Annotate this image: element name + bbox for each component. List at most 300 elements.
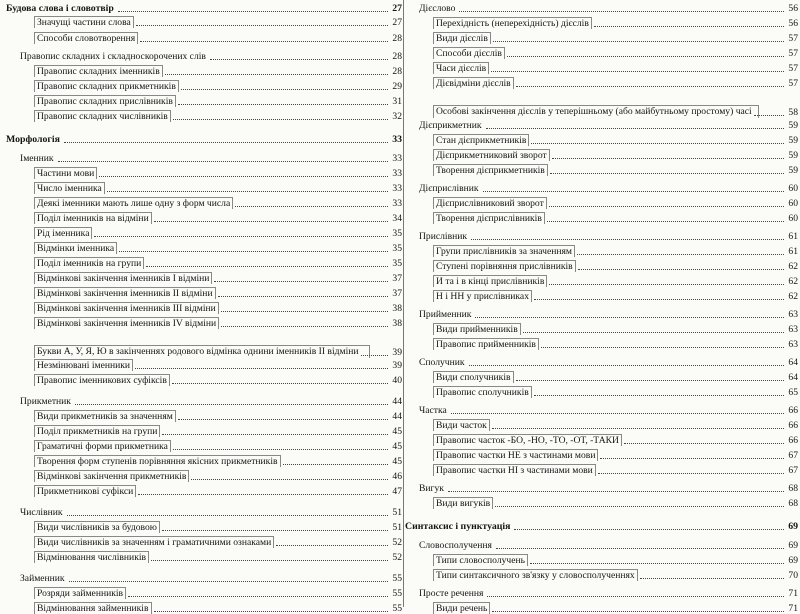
toc-page-number: 38 xyxy=(392,318,402,329)
dot-leader xyxy=(491,71,784,72)
toc-entry-title: Правопис частки НІ з частинами мови xyxy=(433,464,596,476)
dot-leader xyxy=(118,11,388,12)
dot-leader xyxy=(138,494,388,495)
toc-entry-title: Дієприкметниковий зворот xyxy=(433,149,550,161)
toc-entry xyxy=(405,387,798,398)
dot-leader xyxy=(530,563,784,564)
dot-leader xyxy=(547,221,785,222)
toc-entry-title: Числівник xyxy=(20,507,63,518)
toc-subsection xyxy=(405,309,798,320)
dot-leader xyxy=(640,578,785,579)
dot-leader xyxy=(451,413,785,414)
toc-entry-title: Будова слова і словотвір xyxy=(6,3,114,14)
toc-entry-title: Види прикметників за значенням xyxy=(34,410,176,422)
toc-page-number: 71 xyxy=(788,588,798,599)
toc-page-number: 67 xyxy=(788,450,798,461)
toc-entry xyxy=(405,372,798,383)
toc-left-column xyxy=(6,0,402,614)
toc-page-number: 59 xyxy=(788,135,798,146)
toc-page-number: 57 xyxy=(788,63,798,74)
toc-entry-title: Вигук xyxy=(419,483,444,494)
toc-entry-title: Правопис прийменників xyxy=(433,338,539,350)
dot-leader xyxy=(218,296,389,297)
dot-leader xyxy=(495,506,784,507)
toc-page-number: 33 xyxy=(392,168,402,179)
toc-entry-title: Відмінкові закінчення іменників IV відміни xyxy=(34,317,219,329)
toc-page-number: 52 xyxy=(392,537,402,548)
toc-entry-title: Дієприкметник xyxy=(419,120,482,131)
dot-leader xyxy=(136,25,389,26)
dot-leader xyxy=(552,158,785,159)
dot-leader xyxy=(221,326,388,327)
toc-entry-title: Творення форм ступенів порівняння якісних прикметників xyxy=(34,455,281,467)
dot-leader xyxy=(162,434,388,435)
toc-entry-title: Займенник xyxy=(20,573,65,584)
toc-entry-title: Правопис частки НЕ з частинами мови xyxy=(433,449,598,461)
toc-entry-title: Групи прислівників за значенням xyxy=(433,245,575,257)
toc-entry-title: Правопис іменникових суфіксів xyxy=(34,374,170,386)
toc-entry xyxy=(6,537,402,548)
toc-entry-title: Правопис складних і складноскорочених слів xyxy=(20,51,206,62)
toc-page-number: 71 xyxy=(788,603,798,614)
toc-page-number: 68 xyxy=(788,498,798,509)
toc-page-number: 33 xyxy=(392,198,402,209)
toc-page-number: 66 xyxy=(788,405,798,416)
toc-subsection xyxy=(405,120,798,131)
dot-leader xyxy=(578,269,785,270)
toc-page-number: 28 xyxy=(392,66,402,77)
toc-entry xyxy=(405,18,798,29)
toc-entry-title: Відмінкові закінчення іменників І відміни xyxy=(34,272,212,284)
toc-page-number: 39 xyxy=(392,360,402,371)
toc-entry-title: Відмінювання числівників xyxy=(34,551,149,563)
dot-leader xyxy=(64,142,388,143)
toc-page-number: 66 xyxy=(788,420,798,431)
toc-entry xyxy=(6,258,402,269)
dot-leader xyxy=(58,161,389,162)
toc-entry-title: Правопис сполучників xyxy=(433,386,532,398)
toc-entry-title: Дієприслівниковий зворот xyxy=(433,197,547,209)
dot-leader xyxy=(448,491,784,492)
dot-leader xyxy=(471,239,784,240)
toc-entry xyxy=(405,276,798,287)
dot-leader xyxy=(283,464,389,465)
toc-entry-title: Правопис складних прислівників xyxy=(34,95,176,107)
toc-entry-title: Прикметник xyxy=(20,396,71,407)
toc-entry-title: И та і в кінці прислівників xyxy=(433,275,547,287)
dot-leader xyxy=(492,611,784,612)
dot-leader xyxy=(493,41,785,42)
toc-entry-title: Граматичні форми прикметника xyxy=(34,440,171,452)
dot-leader xyxy=(514,529,784,530)
dot-leader xyxy=(235,206,388,207)
toc-page-number: 28 xyxy=(392,51,402,62)
toc-entry-title: Типи словосполучень xyxy=(433,554,528,566)
dot-leader xyxy=(624,443,784,444)
toc-page-number: 38 xyxy=(392,303,402,314)
dot-leader xyxy=(69,581,389,582)
dot-leader xyxy=(67,515,389,516)
toc-page-number: 29 xyxy=(392,81,402,92)
toc-entry xyxy=(405,63,798,74)
dot-leader xyxy=(165,74,389,75)
toc-page-number: 27 xyxy=(392,17,402,28)
toc-entry-title: Відмінкові закінчення прикметників xyxy=(34,470,189,482)
toc-entry-title: Рід іменника xyxy=(34,227,92,239)
toc-entry-title: Часи дієслів xyxy=(433,62,489,74)
toc-page-number: 55 xyxy=(392,588,402,599)
toc-entry xyxy=(405,261,798,272)
toc-entry xyxy=(6,168,402,179)
toc-entry xyxy=(6,411,402,422)
toc-page-number: 66 xyxy=(788,435,798,446)
toc-section xyxy=(6,134,402,145)
toc-entry-title: Незмінювані іменники xyxy=(34,359,133,371)
toc-page-number: 64 xyxy=(788,357,798,368)
toc-entry xyxy=(405,246,798,257)
toc-page-number: 45 xyxy=(392,456,402,467)
toc-page-number: 31 xyxy=(392,96,402,107)
toc-page-number: 55 xyxy=(392,603,402,614)
dot-leader xyxy=(486,128,785,129)
toc-entry-title: Частка xyxy=(419,405,447,416)
toc-page-number: 63 xyxy=(788,324,798,335)
toc-subsection xyxy=(405,231,798,242)
toc-subsection xyxy=(6,51,402,62)
toc-entry-title: Поділ іменників на відміни xyxy=(34,212,152,224)
toc-entry xyxy=(6,243,402,254)
column-divider xyxy=(403,0,404,607)
toc-entry xyxy=(6,111,402,122)
toc-page-number: 61 xyxy=(788,246,798,257)
toc-entry xyxy=(6,426,402,437)
dot-leader xyxy=(483,191,785,192)
toc-page-number: 60 xyxy=(788,183,798,194)
toc-entry-title: Способи словотворення xyxy=(34,32,138,44)
toc-entry-title: Дієслово xyxy=(419,3,456,14)
toc-entry-title: Види сполучників xyxy=(433,371,514,383)
toc-entry-title: Правопис складних іменників xyxy=(34,65,163,77)
toc-page-number: 70 xyxy=(788,570,798,581)
toc-page-number: 37 xyxy=(392,288,402,299)
toc-page-number: 39 xyxy=(392,347,402,358)
toc-entry xyxy=(6,603,402,614)
toc-section xyxy=(405,521,798,532)
toc-page-number: 65 xyxy=(788,387,798,398)
dot-leader xyxy=(492,428,785,429)
dot-leader xyxy=(140,41,388,42)
toc-entry xyxy=(6,81,402,92)
toc-entry-title: Букви А, У, Я, Ю в закінченнях родового відмінка однини іменників ІІ відміни xyxy=(34,345,370,358)
toc-subsection xyxy=(405,588,798,599)
dot-leader xyxy=(154,611,389,612)
toc-entry xyxy=(405,291,798,302)
dot-leader xyxy=(361,355,389,356)
toc-page-number: 58 xyxy=(788,107,798,118)
toc-page-number: 33 xyxy=(392,153,402,164)
toc-entry-title: Типи синтаксичного зв'язку у словосполученнях xyxy=(433,569,638,581)
toc-page-number: 69 xyxy=(788,521,798,532)
dot-leader xyxy=(469,365,785,366)
toc-page-number: 68 xyxy=(788,483,798,494)
toc-right-column xyxy=(405,0,798,614)
toc-entry-title: Іменник xyxy=(20,153,54,164)
toc-entry-title: Види числівників за значенням і граматичними ознаками xyxy=(34,536,274,548)
toc-entry-title: Відмінкові закінчення іменників ІІІ відміни xyxy=(34,302,219,314)
toc-entry xyxy=(6,17,402,28)
toc-page-number: 63 xyxy=(788,339,798,350)
toc-entry-title: Деякі іменники мають лише одну з форм числа xyxy=(34,197,233,209)
toc-entry-title: Н і НН у прислівниках xyxy=(433,290,532,302)
dot-leader xyxy=(754,115,785,116)
toc-entry xyxy=(6,318,402,329)
toc-page-number: 32 xyxy=(392,111,402,122)
toc-entry-title: Правопис складних числівників xyxy=(34,110,171,122)
dot-leader xyxy=(162,530,388,531)
toc-subsection xyxy=(405,3,798,14)
toc-entry-title: Поділ іменників на групи xyxy=(34,257,144,269)
toc-entry xyxy=(405,570,798,581)
toc-entry-title: Ступені порівняння прислівників xyxy=(433,260,576,272)
toc-page-number: 52 xyxy=(392,552,402,563)
toc-entry-title: Відмінкові закінчення іменників ІІ відміни xyxy=(34,287,216,299)
toc-entry xyxy=(6,288,402,299)
toc-page-number: 44 xyxy=(392,411,402,422)
dot-leader xyxy=(154,221,389,222)
toc-entry-title: Розряди займенників xyxy=(34,587,126,599)
toc-section xyxy=(6,3,402,14)
toc-entry xyxy=(6,552,402,563)
toc-page-number: 62 xyxy=(788,261,798,272)
dot-leader xyxy=(210,59,388,60)
toc-entry xyxy=(405,33,798,44)
toc-entry-title: Дієвідміни дієслів xyxy=(433,77,514,89)
toc-entry-title: Стан дієприкметників xyxy=(433,134,529,146)
toc-entry xyxy=(6,471,402,482)
toc-entry xyxy=(6,486,402,497)
toc-subsection xyxy=(405,540,798,551)
toc-entry xyxy=(6,360,402,371)
dot-leader xyxy=(523,332,785,333)
dot-leader xyxy=(534,395,785,396)
dot-leader xyxy=(600,458,784,459)
toc-entry-title: Прийменник xyxy=(419,309,472,320)
toc-entry-title: Частини мови xyxy=(34,167,97,179)
toc-page-number: 67 xyxy=(788,465,798,476)
dot-leader xyxy=(178,419,389,420)
toc-page-number: 59 xyxy=(788,120,798,131)
toc-entry-title: Види прийменників xyxy=(433,323,521,335)
toc-entry xyxy=(6,228,402,239)
dot-leader xyxy=(99,176,388,177)
toc-entry-title: Значущі частини слова xyxy=(34,16,134,28)
dot-leader xyxy=(577,254,784,255)
toc-page-number: 64 xyxy=(788,372,798,383)
toc-entry xyxy=(6,522,402,533)
toc-entry xyxy=(405,435,798,446)
toc-entry xyxy=(405,339,798,350)
toc-entry-title: Перехідність (неперехідність) дієслів xyxy=(433,17,592,29)
dot-leader xyxy=(75,404,388,405)
dot-leader xyxy=(516,380,785,381)
toc-entry xyxy=(405,48,798,59)
toc-subsection xyxy=(6,153,402,164)
toc-entry xyxy=(6,213,402,224)
toc-page-number: 45 xyxy=(392,441,402,452)
toc-page-number: 62 xyxy=(788,276,798,287)
dot-leader xyxy=(173,119,389,120)
toc-entry xyxy=(405,135,798,146)
dot-leader xyxy=(496,548,785,549)
toc-entry xyxy=(405,603,798,614)
toc-entry xyxy=(6,96,402,107)
toc-entry xyxy=(6,198,402,209)
toc-page-number: 59 xyxy=(788,165,798,176)
toc-entry xyxy=(6,375,402,386)
toc-page-number: 62 xyxy=(788,291,798,302)
toc-entry xyxy=(6,441,402,452)
toc-entry-title: Прикметникові суфікси xyxy=(34,485,136,497)
toc-entry xyxy=(6,273,402,284)
toc-page-number: 40 xyxy=(392,375,402,386)
dot-leader xyxy=(531,143,784,144)
toc-entry xyxy=(6,332,402,358)
toc-entry-title: Види речень xyxy=(433,602,490,614)
dot-leader xyxy=(181,89,389,90)
dot-leader xyxy=(549,284,784,285)
toc-page-number: 51 xyxy=(392,507,402,518)
toc-page-number: 61 xyxy=(788,231,798,242)
dot-leader xyxy=(459,11,784,12)
toc-subsection xyxy=(6,507,402,518)
toc-subsection xyxy=(405,183,798,194)
toc-entry xyxy=(405,420,798,431)
dot-leader xyxy=(549,206,785,207)
toc-entry xyxy=(405,198,798,209)
toc-page-number: 34 xyxy=(392,213,402,224)
toc-entry-title: Поділ прикметників на групи xyxy=(34,425,160,437)
dot-leader xyxy=(594,26,785,27)
toc-page-number: 33 xyxy=(392,134,402,145)
dot-leader xyxy=(107,191,389,192)
toc-entry xyxy=(405,165,798,176)
toc-page-number: 47 xyxy=(392,486,402,497)
toc-subsection xyxy=(405,357,798,368)
toc-page-number: 46 xyxy=(392,471,402,482)
dot-leader xyxy=(128,596,388,597)
toc-entry xyxy=(6,456,402,467)
toc-entry-title: Відмінки іменника xyxy=(34,242,117,254)
toc-entry-title: Види часток xyxy=(433,419,490,431)
toc-page-number: 51 xyxy=(392,522,402,533)
dot-leader xyxy=(475,317,784,318)
toc-page-number: 35 xyxy=(392,258,402,269)
toc-page-number: 55 xyxy=(392,573,402,584)
toc-entry-title: Сполучник xyxy=(419,357,465,368)
toc-page-number: 33 xyxy=(392,183,402,194)
dot-leader xyxy=(534,299,784,300)
toc-page-number: 56 xyxy=(788,18,798,29)
dot-leader xyxy=(598,473,785,474)
toc-entry-title: Види вигуків xyxy=(433,497,493,509)
dot-leader xyxy=(276,545,388,546)
dot-leader xyxy=(507,56,784,57)
toc-entry xyxy=(6,588,402,599)
toc-entry-title: Число іменника xyxy=(34,182,105,194)
toc-page-number: 44 xyxy=(392,396,402,407)
toc-entry xyxy=(405,150,798,161)
dot-leader xyxy=(516,86,785,87)
toc-page-number: 28 xyxy=(392,33,402,44)
toc-entry xyxy=(6,33,402,44)
toc-page-number: 57 xyxy=(788,78,798,89)
toc-page-number: 59 xyxy=(788,150,798,161)
toc-page-number: 56 xyxy=(788,3,798,14)
dot-leader xyxy=(191,479,388,480)
toc-entry-title: Просте речення xyxy=(419,588,484,599)
toc-page-number: 60 xyxy=(788,198,798,209)
toc-page-number: 35 xyxy=(392,228,402,239)
toc-entry-title: Морфологія xyxy=(6,134,60,145)
toc-page-number: 60 xyxy=(788,213,798,224)
dot-leader xyxy=(135,368,388,369)
dot-leader xyxy=(487,596,784,597)
toc-entry xyxy=(6,66,402,77)
toc-entry-title: Види числівників за будовою xyxy=(34,521,160,533)
toc-entry xyxy=(405,465,798,476)
toc-entry xyxy=(405,498,798,509)
toc-subsection xyxy=(405,483,798,494)
dot-leader xyxy=(173,449,388,450)
toc-entry-title: Словосполучення xyxy=(419,540,492,551)
dot-leader xyxy=(151,560,388,561)
toc-page-number: 35 xyxy=(392,243,402,254)
toc-page-number: 63 xyxy=(788,309,798,320)
dot-leader xyxy=(221,311,389,312)
toc-page-number: 57 xyxy=(788,48,798,59)
toc-entry-title: Правопис часток -БО, -НО, -ТО, -ОТ, -ТАКИ xyxy=(433,434,622,446)
toc-entry-title: Дієприслівник xyxy=(419,183,479,194)
toc-entry-title: Творення дієприкметників xyxy=(433,164,548,176)
toc-page-number: 69 xyxy=(788,555,798,566)
toc-page-number: 69 xyxy=(788,540,798,551)
toc-page-number: 45 xyxy=(392,426,402,437)
toc-entry xyxy=(6,183,402,194)
toc-entry xyxy=(405,92,798,118)
dot-leader xyxy=(550,173,785,174)
toc-entry-title: Творення дієприслівників xyxy=(433,212,545,224)
toc-entry xyxy=(405,213,798,224)
toc-entry-title: Способи дієслів xyxy=(433,47,505,59)
dot-leader xyxy=(541,347,784,348)
toc-entry-title: Види дієслів xyxy=(433,32,491,44)
toc-entry xyxy=(405,555,798,566)
dot-leader xyxy=(146,266,388,267)
dot-leader xyxy=(94,236,388,237)
toc-page-number: 37 xyxy=(392,273,402,284)
toc-entry-title: Синтаксис і пунктуація xyxy=(405,521,511,532)
dot-leader xyxy=(178,104,388,105)
toc-entry xyxy=(405,450,798,461)
toc-entry-title: Відмінювання займенників xyxy=(34,602,152,614)
dot-leader xyxy=(119,251,388,252)
toc-subsection xyxy=(405,405,798,416)
toc-subsection xyxy=(6,573,402,584)
toc-page-number: 27 xyxy=(392,3,402,14)
toc-page-number: 57 xyxy=(788,33,798,44)
dot-leader xyxy=(214,281,388,282)
toc-entry xyxy=(6,303,402,314)
